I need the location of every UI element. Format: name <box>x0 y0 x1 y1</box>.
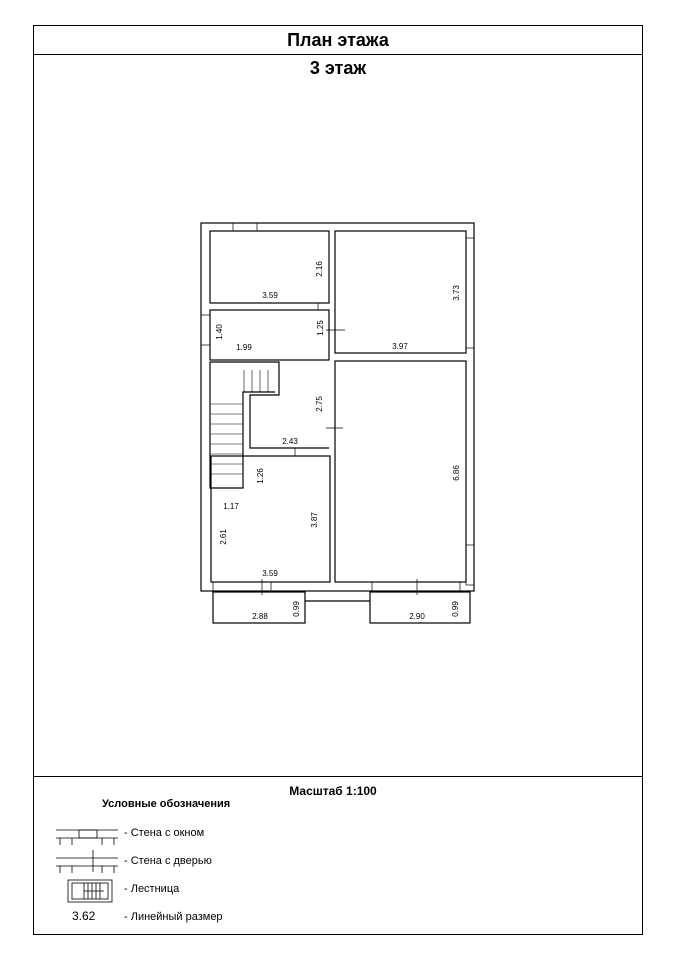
legend-linear-size-example: 3.62 <box>72 909 96 923</box>
legend-wall-door-symbol <box>56 850 118 873</box>
windows <box>201 223 474 592</box>
dim-label-15: 2.88 <box>252 612 268 621</box>
dim-label-18: 0.99 <box>451 601 460 617</box>
legend-stairs-label: - Лестница <box>124 883 180 895</box>
legend-title: Условные обозначения <box>102 798 231 810</box>
legend-linear-size-label: - Линейный размер <box>124 911 223 923</box>
dim-label-5: 1.99 <box>236 343 252 352</box>
dim-label-9: 6.86 <box>452 465 461 481</box>
legend-separator <box>33 776 643 777</box>
scale-label: Масштаб 1:100 <box>289 784 377 798</box>
legend-stairs-symbol <box>68 880 112 902</box>
dim-label-14: 3.59 <box>262 569 278 578</box>
legend-wall-door-label: - Стена с дверью <box>124 855 212 867</box>
dim-label-17: 2.90 <box>409 612 425 621</box>
dim-label-13: 2.61 <box>219 529 228 545</box>
dim-label-3: 1.40 <box>215 324 224 340</box>
dim-label-4: 1.25 <box>316 320 325 336</box>
dim-label-0: 3.59 <box>262 291 278 300</box>
dim-label-12: 3.87 <box>310 512 319 528</box>
floor-label: 3 этаж <box>309 58 367 78</box>
dim-label-7: 2.75 <box>315 396 324 412</box>
dim-label-10: 1.26 <box>256 468 265 484</box>
outer-wall <box>201 223 474 623</box>
dim-label-1: 2.16 <box>315 261 324 277</box>
stairs <box>211 370 268 474</box>
dim-label-2: 3.73 <box>452 285 461 301</box>
dim-label-11: 1.17 <box>223 502 239 511</box>
dim-label-8: 2.43 <box>282 437 298 446</box>
legend-wall-window-label: - Стена с окном <box>124 827 205 839</box>
plan-title: План этажа <box>33 25 643 55</box>
dim-label-16: 0.99 <box>292 601 301 617</box>
dim-label-6: 3.97 <box>392 342 408 351</box>
legend-wall-window-symbol <box>56 830 118 845</box>
